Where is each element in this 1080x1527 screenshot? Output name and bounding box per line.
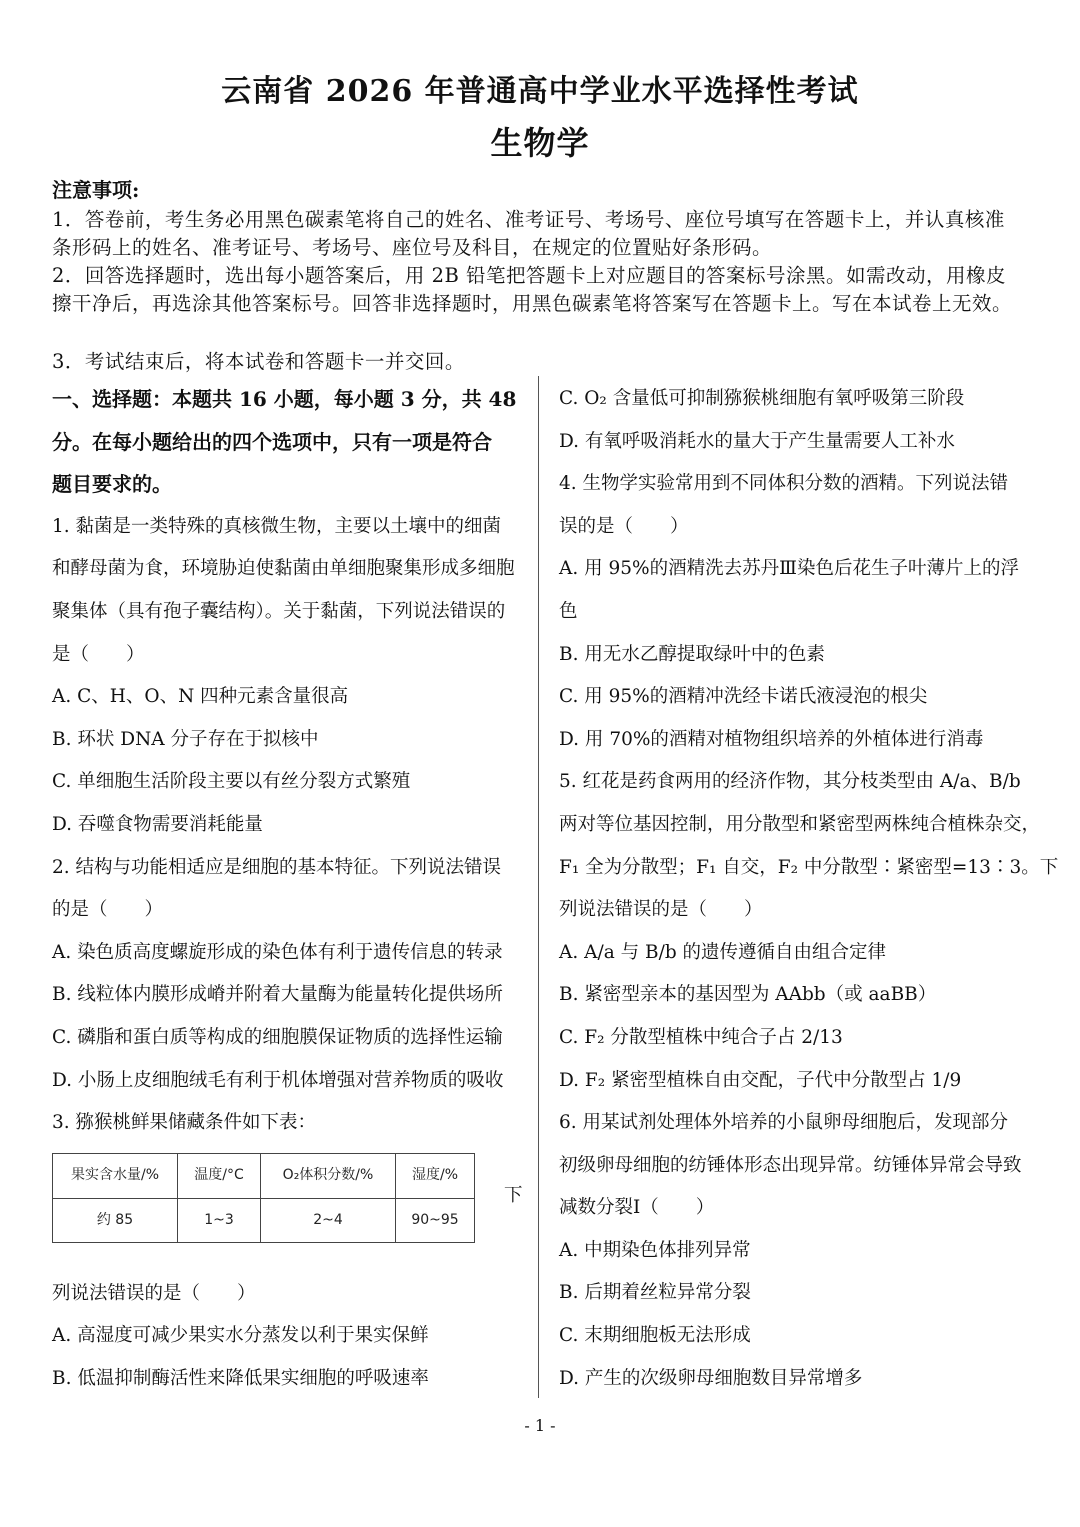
q2-option-d: D. 小肠上皮细胞绒毛有利于机体增强对营养物质的吸收	[52, 1069, 504, 1091]
q2-option-c: C. 磷脂和蛋白质等构成的细胞膜保证物质的选择性运输	[52, 1026, 503, 1048]
q4-option-a-line-1: A. 用 95%的酒精洗去苏丹Ⅲ染色后花生子叶薄片上的浮	[559, 558, 1019, 580]
q2-stem-line-1: 2. 结构与功能相适应是细胞的基本特征。下列说法错误	[52, 856, 502, 878]
q1-option-d: D. 吞噬食物需要消耗能量	[52, 813, 263, 835]
q5-stem-line-1: 5. 红花是药食两用的经济作物，其分枝类型由 A/a、B/b	[559, 771, 1021, 793]
q1-stem-line-2: 和酵母菌为食，环境胁迫使黏菌由单细胞聚集形成多细胞	[52, 558, 515, 580]
q5-stem-line-2: 两对等位基因控制，用分散型和紧密型两株纯合植株杂交，	[559, 813, 1041, 835]
q6-stem-line-1: 6. 用某试剂处理体外培养的小鼠卵母细胞后，发现部分	[559, 1112, 1009, 1134]
table-cell: 2~4	[261, 1198, 396, 1242]
table-header: O₂体积分数/%	[261, 1153, 396, 1198]
q3-table-wrapper	[52, 1153, 526, 1273]
q1-option-a: A. C、H、O、N 四种元素含量很高	[52, 686, 349, 708]
q4-option-c: C. 用 95%的酒精冲洗经卡诺氏液浸泡的根尖	[559, 686, 928, 708]
q5-option-d: D. F₂ 紧密型植株自由交配，子代中分散型占 1/9	[559, 1069, 962, 1091]
table-cell: 90~95	[396, 1198, 475, 1242]
q3-stem-line-1: 3. 猕猴桃鲜果储藏条件如下表：	[52, 1112, 317, 1134]
notice-item-1: 1．答卷前，考生务必用黑色碳素笔将自己的姓名、准考证号、考场号、座位号填写在答题卡上，并认真核准条形码上的姓名、准考证号、考场号、座位号及科目，在规定的位置贴好条形码。	[52, 208, 1005, 259]
q4-stem-line-1: 4. 生物学实验常用到不同体积分数的酒精。下列说法错	[559, 473, 1009, 495]
q4-option-a-line-2: 色	[559, 600, 578, 622]
subject-title: 生物学	[490, 124, 590, 162]
q3-option-c: C. O₂ 含量低可抑制猕猴桃细胞有氧呼吸第三阶段	[559, 388, 965, 409]
q4-option-b: B. 用无水乙醇提取绿叶中的色素	[559, 643, 825, 665]
q6-option-b: B. 后期着丝粒异常分裂	[559, 1282, 751, 1304]
q1-option-c: C. 单细胞生活阶段主要以有丝分裂方式繁殖	[52, 771, 411, 793]
q3-stem-line-2: 列说法错误的是（ ）	[52, 1282, 256, 1304]
left-column	[52, 378, 526, 1400]
q1-option-b: B. 环状 DNA 分子存在于拟核中	[52, 728, 319, 750]
section-heading-line-2: 分。在每小题给出的四个选项中，只有一项是符合	[52, 429, 492, 454]
q5-option-a: A. A/a 与 B/b 的遗传遵循自由组合定律	[559, 941, 887, 963]
q5-stem-line-4: 列说法错误的是（ ）	[559, 899, 763, 921]
q5-option-c: C. F₂ 分散型植株中纯合子占 2/13	[559, 1026, 843, 1048]
q6-option-a: A. 中期染色体排列异常	[559, 1239, 751, 1261]
table-header: 果实含水量/%	[53, 1153, 178, 1198]
notices-heading: 注意事项:	[52, 178, 140, 202]
q3-continuation-char: 下	[504, 1184, 523, 1206]
section-heading-line-1: 一、选择题：本题共 16 小题，每小题 3 分，共 48	[52, 387, 517, 411]
q3-option-d: D. 有氧呼吸消耗水的量大于产生量需要人工补水	[559, 430, 955, 452]
q1-stem-line-4: 是（ ）	[52, 643, 145, 665]
table-cell: 1~3	[178, 1198, 261, 1242]
notice-item-3: 3．考试结束后，将本试卷和答题卡一并交回。	[52, 350, 465, 373]
right-column	[559, 378, 1059, 1400]
table-header: 湿度/%	[396, 1153, 475, 1198]
q6-option-d: D. 产生的次级卵母细胞数目异常增多	[559, 1367, 863, 1389]
storage-conditions-table	[52, 1153, 475, 1243]
column-divider	[538, 376, 539, 1398]
notice-item-2: 2．回答选择题时，选出每小题答案后，用 2B 铅笔把答题卡上对应题目的答案标号涂黑。如需改动，用橡皮擦干净后，再选涂其他答案标号。回答非选择题时，用黑色碳素笔将答案写在答题卡上。写在本试卷上无效。	[52, 264, 1013, 315]
q3-option-a: A. 高湿度可减少果实水分蒸发以利于果实保鲜	[52, 1325, 429, 1347]
q1-stem-line-3: 聚集体（具有孢子囊结构）。关于黏菌，下列说法错误的	[52, 600, 506, 622]
q3-option-b: B. 低温抑制酶活性来降低果实细胞的呼吸速率	[52, 1367, 429, 1389]
q5-option-b: B. 紧密型亲本的基因型为 AAbb（或 aaBB）	[559, 984, 937, 1006]
page-number: - 1 -	[524, 1416, 556, 1435]
table-header: 温度/°C	[178, 1153, 261, 1198]
q6-stem-line-3: 减数分裂Ⅰ（ ）	[559, 1197, 715, 1219]
q6-option-c: C. 末期细胞板无法形成	[559, 1325, 751, 1347]
q6-stem-line-2: 初级卵母细胞的纺锤体形态出现异常。纺锤体异常会导致	[559, 1154, 1022, 1176]
table-cell: 约 85	[53, 1198, 178, 1242]
q2-option-a: A. 染色质高度螺旋形成的染色体有利于遗传信息的转录	[52, 941, 503, 963]
q4-option-d: D. 用 70%的酒精对植物组织培养的外植体进行消毒	[559, 728, 984, 750]
q5-stem-line-3: F₁ 全为分散型；F₁ 自交，F₂ 中分散型∶紧密型=13∶3。下	[559, 856, 1059, 878]
q2-stem-line-2: 的是（ ）	[52, 899, 164, 921]
section-heading-line-3: 题目要求的。	[52, 472, 172, 497]
q4-stem-line-2: 误的是（ ）	[559, 515, 689, 537]
exam-title: 云南省 2026 年普通高中学业水平选择性考试	[221, 74, 859, 109]
q2-option-b: B. 线粒体内膜形成嵴并附着大量酶为能量转化提供场所	[52, 984, 503, 1006]
q1-stem-line-1: 1. 黏菌是一类特殊的真核微生物，主要以土壤中的细菌	[52, 515, 502, 537]
